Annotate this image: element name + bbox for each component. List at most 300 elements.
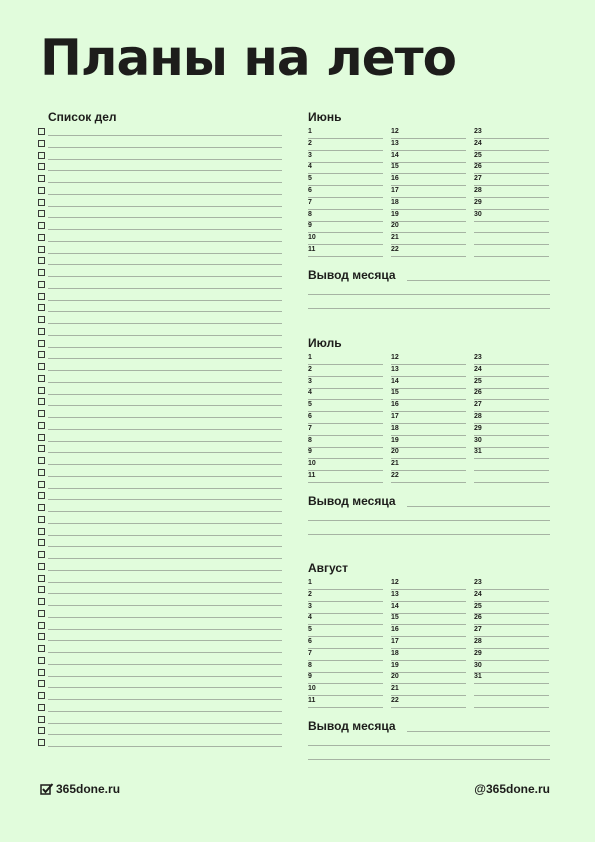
todo-line[interactable]: [48, 417, 282, 418]
todo-item[interactable]: [38, 679, 282, 691]
day-entry[interactable]: [391, 354, 466, 366]
todo-item[interactable]: [38, 515, 282, 527]
day-number: 30: [474, 210, 482, 218]
todo-checkbox[interactable]: [38, 692, 45, 699]
todo-item[interactable]: [38, 703, 282, 715]
todo-line[interactable]: [48, 170, 282, 171]
day-number: 26: [474, 389, 482, 397]
todo-item[interactable]: [38, 503, 282, 515]
todo-item[interactable]: [38, 597, 282, 609]
todo-item[interactable]: [38, 386, 282, 398]
day-line[interactable]: [474, 707, 549, 708]
todo-checkbox[interactable]: [38, 492, 45, 499]
month-summary-line[interactable]: [308, 745, 550, 746]
todo-line[interactable]: [48, 323, 282, 324]
todo-item[interactable]: [38, 468, 282, 480]
day-entry[interactable]: [391, 211, 466, 223]
day-line[interactable]: [474, 482, 549, 483]
todo-item[interactable]: [38, 621, 282, 633]
day-entry[interactable]: [474, 638, 549, 650]
todo-line[interactable]: [48, 253, 282, 254]
todo-checkbox[interactable]: [38, 528, 45, 535]
todo-line[interactable]: [48, 394, 282, 395]
day-entry[interactable]: [391, 246, 466, 258]
day-entry[interactable]: [308, 199, 383, 211]
day-entry[interactable]: [308, 626, 383, 638]
day-entry[interactable]: [308, 673, 383, 685]
todo-checkbox[interactable]: [38, 246, 45, 253]
day-entry[interactable]: [474, 354, 549, 366]
todo-line[interactable]: [48, 535, 282, 536]
day-entry[interactable]: [308, 378, 383, 390]
todo-item[interactable]: [38, 480, 282, 492]
todo-line[interactable]: [48, 546, 282, 547]
day-number: 5: [308, 175, 312, 183]
todo-line[interactable]: [48, 711, 282, 712]
month-summary-line[interactable]: [308, 294, 550, 295]
day-entry[interactable]: [308, 354, 383, 366]
todo-line[interactable]: [48, 558, 282, 559]
day-entry[interactable]: [308, 152, 383, 164]
day-entry[interactable]: [474, 401, 549, 413]
todo-item[interactable]: [38, 668, 282, 680]
todo-item[interactable]: [38, 456, 282, 468]
todo-item[interactable]: [38, 245, 282, 257]
todo-checkbox[interactable]: [38, 669, 45, 676]
day-entry[interactable]: [474, 603, 549, 615]
day-number: 14: [391, 377, 399, 385]
todo-checkbox[interactable]: [38, 598, 45, 605]
todo-checkbox[interactable]: [38, 128, 45, 135]
day-entry-empty[interactable]: [474, 234, 549, 246]
todo-checkbox[interactable]: [38, 234, 45, 241]
todo-checkbox[interactable]: [38, 422, 45, 429]
day-entry-empty[interactable]: [474, 472, 549, 484]
todo-line[interactable]: [48, 441, 282, 442]
todo-line[interactable]: [48, 229, 282, 230]
todo-line[interactable]: [48, 194, 282, 195]
month-summary-line[interactable]: [308, 759, 550, 760]
month-title: Июль: [308, 336, 342, 350]
day-entry[interactable]: [391, 199, 466, 211]
day-entry[interactable]: [474, 579, 549, 591]
day-entry[interactable]: [474, 673, 549, 685]
day-entry[interactable]: [308, 662, 383, 674]
todo-item[interactable]: [38, 374, 282, 386]
todo-checkbox[interactable]: [38, 657, 45, 664]
todo-line[interactable]: [48, 241, 282, 242]
day-entry[interactable]: [308, 579, 383, 591]
todo-line[interactable]: [48, 288, 282, 289]
day-line[interactable]: [308, 707, 383, 708]
todo-item[interactable]: [38, 268, 282, 280]
month-summary-line[interactable]: [308, 520, 550, 521]
day-entry[interactable]: [391, 614, 466, 626]
todo-item[interactable]: [38, 409, 282, 421]
todo-checkbox[interactable]: [38, 551, 45, 558]
day-entry[interactable]: [391, 163, 466, 175]
todo-checkbox[interactable]: [38, 163, 45, 170]
month-summary-line[interactable]: [407, 506, 550, 507]
day-number: 17: [391, 638, 399, 645]
day-entry[interactable]: [391, 437, 466, 449]
todo-line[interactable]: [48, 276, 282, 277]
todo-checkbox[interactable]: [38, 328, 45, 335]
day-entry[interactable]: [474, 211, 549, 223]
day-entry[interactable]: [308, 591, 383, 603]
todo-checkbox[interactable]: [38, 222, 45, 229]
todo-checkbox[interactable]: [38, 304, 45, 311]
day-entry-empty[interactable]: [474, 685, 549, 697]
day-entry[interactable]: [391, 222, 466, 234]
day-entry[interactable]: [391, 401, 466, 413]
todo-line[interactable]: [48, 206, 282, 207]
todo-line[interactable]: [48, 405, 282, 406]
day-entry[interactable]: [474, 175, 549, 187]
day-line[interactable]: [391, 707, 466, 708]
todo-item[interactable]: [38, 632, 282, 644]
todo-checkbox[interactable]: [38, 610, 45, 617]
todo-item[interactable]: [38, 221, 282, 233]
todo-line[interactable]: [48, 358, 282, 359]
day-entry[interactable]: [308, 389, 383, 401]
day-entry[interactable]: [308, 448, 383, 460]
day-entry[interactable]: [308, 697, 383, 709]
day-entry-empty[interactable]: [474, 460, 549, 472]
day-entry[interactable]: [474, 152, 549, 164]
todo-item[interactable]: [38, 292, 282, 304]
todo-checkbox[interactable]: [38, 704, 45, 711]
todo-checkbox[interactable]: [38, 140, 45, 147]
todo-line[interactable]: [48, 499, 282, 500]
day-entry[interactable]: [474, 650, 549, 662]
todo-item[interactable]: [38, 174, 282, 186]
todo-item[interactable]: [38, 609, 282, 621]
todo-item[interactable]: [38, 738, 282, 750]
day-entry[interactable]: [474, 389, 549, 401]
day-entry[interactable]: [391, 234, 466, 246]
day-entry[interactable]: [308, 175, 383, 187]
todo-checkbox[interactable]: [38, 375, 45, 382]
day-entry[interactable]: [391, 413, 466, 425]
todo-item[interactable]: [38, 491, 282, 503]
day-entry[interactable]: [391, 460, 466, 472]
day-entry[interactable]: [308, 366, 383, 378]
todo-item[interactable]: [38, 574, 282, 586]
todo-item[interactable]: [38, 162, 282, 174]
todo-line[interactable]: [48, 464, 282, 465]
month-summary-line[interactable]: [308, 534, 550, 535]
todo-line[interactable]: [48, 159, 282, 160]
day-entry[interactable]: [308, 401, 383, 413]
day-entry[interactable]: [391, 697, 466, 709]
day-line[interactable]: [391, 256, 466, 257]
todo-item[interactable]: [38, 303, 282, 315]
day-entry[interactable]: [308, 211, 383, 223]
todo-line[interactable]: [48, 523, 282, 524]
month-summary-line[interactable]: [308, 308, 550, 309]
day-entry[interactable]: [308, 638, 383, 650]
day-entry[interactable]: [474, 187, 549, 199]
month-summary-line[interactable]: [407, 280, 550, 281]
day-number: 4: [308, 389, 312, 397]
day-number: 11: [308, 472, 316, 479]
todo-item[interactable]: [38, 585, 282, 597]
month-summary-line[interactable]: [407, 731, 550, 732]
todo-checkbox[interactable]: [38, 293, 45, 300]
day-entry[interactable]: [474, 413, 549, 425]
todo-checkbox[interactable]: [38, 680, 45, 687]
day-entry[interactable]: [391, 626, 466, 638]
day-entry[interactable]: [391, 366, 466, 378]
day-entry[interactable]: [391, 685, 466, 697]
todo-item[interactable]: [38, 233, 282, 245]
todo-line[interactable]: [48, 452, 282, 453]
todo-checkbox[interactable]: [38, 281, 45, 288]
todo-item[interactable]: [38, 397, 282, 409]
todo-line[interactable]: [48, 382, 282, 383]
day-entry[interactable]: [308, 163, 383, 175]
day-entry[interactable]: [474, 366, 549, 378]
todo-line[interactable]: [48, 617, 282, 618]
todo-checkbox[interactable]: [38, 586, 45, 593]
day-entry[interactable]: [391, 152, 466, 164]
checkbox-check-icon: [40, 783, 54, 796]
day-entry[interactable]: [391, 638, 466, 650]
todo-checkbox[interactable]: [38, 187, 45, 194]
todo-line[interactable]: [48, 135, 282, 136]
day-entry-empty[interactable]: [474, 697, 549, 709]
todo-line[interactable]: [48, 476, 282, 477]
day-entry[interactable]: [474, 378, 549, 390]
day-entry[interactable]: [391, 128, 466, 140]
day-entry[interactable]: [308, 128, 383, 140]
day-number: 20: [391, 448, 399, 456]
todo-checkbox[interactable]: [38, 445, 45, 452]
day-entry[interactable]: [474, 591, 549, 603]
day-line[interactable]: [474, 256, 549, 257]
todo-line[interactable]: [48, 652, 282, 653]
day-entry[interactable]: [391, 472, 466, 484]
todo-item[interactable]: [38, 433, 282, 445]
todo-checkbox[interactable]: [38, 175, 45, 182]
todo-line[interactable]: [48, 488, 282, 489]
todo-checkbox[interactable]: [38, 633, 45, 640]
todo-line[interactable]: [48, 370, 282, 371]
day-entry[interactable]: [308, 413, 383, 425]
todo-checkbox[interactable]: [38, 727, 45, 734]
todo-checkbox[interactable]: [38, 575, 45, 582]
todo-checkbox[interactable]: [38, 469, 45, 476]
day-entry[interactable]: [391, 140, 466, 152]
todo-checkbox[interactable]: [38, 481, 45, 488]
day-entry[interactable]: [391, 425, 466, 437]
todo-line[interactable]: [48, 217, 282, 218]
day-entry[interactable]: [474, 614, 549, 626]
todo-checkbox[interactable]: [38, 563, 45, 570]
todo-item[interactable]: [38, 644, 282, 656]
day-number: 16: [391, 175, 399, 183]
todo-line[interactable]: [48, 429, 282, 430]
todo-item[interactable]: [38, 198, 282, 210]
todo-item[interactable]: [38, 139, 282, 151]
day-entry[interactable]: [474, 425, 549, 437]
todo-line[interactable]: [48, 593, 282, 594]
day-number: 19: [391, 436, 399, 444]
day-entry[interactable]: [308, 614, 383, 626]
day-entry[interactable]: [308, 246, 383, 258]
todo-item[interactable]: [38, 527, 282, 539]
day-entry[interactable]: [308, 425, 383, 437]
todo-checkbox[interactable]: [38, 739, 45, 746]
todo-item[interactable]: [38, 538, 282, 550]
day-entry[interactable]: [391, 187, 466, 199]
todo-line[interactable]: [48, 664, 282, 665]
day-entry[interactable]: [391, 603, 466, 615]
day-entry[interactable]: [391, 662, 466, 674]
day-entry[interactable]: [308, 685, 383, 697]
day-entry[interactable]: [391, 378, 466, 390]
day-number: 30: [474, 661, 482, 669]
day-entry[interactable]: [391, 650, 466, 662]
todo-checkbox[interactable]: [38, 457, 45, 464]
todo-item[interactable]: [38, 151, 282, 163]
todo-checkbox[interactable]: [38, 645, 45, 652]
todo-item[interactable]: [38, 562, 282, 574]
day-entry[interactable]: [474, 140, 549, 152]
day-number: 9: [308, 222, 312, 230]
todo-checkbox[interactable]: [38, 363, 45, 370]
todo-checkbox[interactable]: [38, 410, 45, 417]
day-number: 18: [391, 649, 399, 657]
month-summary-label: Вывод месяца: [308, 268, 396, 282]
todo-checkbox[interactable]: [38, 387, 45, 394]
todo-line[interactable]: [48, 300, 282, 301]
todo-checkbox[interactable]: [38, 199, 45, 206]
todo-line[interactable]: [48, 640, 282, 641]
day-entry[interactable]: [308, 472, 383, 484]
todo-line[interactable]: [48, 699, 282, 700]
todo-checkbox[interactable]: [38, 504, 45, 511]
day-entry[interactable]: [474, 662, 549, 674]
todo-checkbox[interactable]: [38, 351, 45, 358]
todo-item[interactable]: [38, 444, 282, 456]
day-line[interactable]: [308, 256, 383, 257]
day-entry-empty[interactable]: [474, 222, 549, 234]
todo-line[interactable]: [48, 605, 282, 606]
todo-checkbox[interactable]: [38, 152, 45, 159]
todo-item[interactable]: [38, 550, 282, 562]
day-entry[interactable]: [308, 437, 383, 449]
todo-line[interactable]: [48, 746, 282, 747]
todo-item[interactable]: [38, 280, 282, 292]
day-entry[interactable]: [308, 140, 383, 152]
todo-line[interactable]: [48, 264, 282, 265]
day-entry[interactable]: [308, 222, 383, 234]
todo-item[interactable]: [38, 186, 282, 198]
day-entry[interactable]: [474, 163, 549, 175]
todo-item[interactable]: [38, 350, 282, 362]
todo-line[interactable]: [48, 687, 282, 688]
day-entry[interactable]: [308, 650, 383, 662]
todo-item[interactable]: [38, 339, 282, 351]
day-line[interactable]: [308, 482, 383, 483]
day-entry[interactable]: [474, 437, 549, 449]
todo-item[interactable]: [38, 691, 282, 703]
todo-line[interactable]: [48, 335, 282, 336]
day-number: 6: [308, 413, 312, 420]
day-entry[interactable]: [391, 591, 466, 603]
day-entry[interactable]: [308, 460, 383, 472]
day-entry[interactable]: [391, 673, 466, 685]
todo-item[interactable]: [38, 127, 282, 139]
todo-item[interactable]: [38, 315, 282, 327]
day-number: 31: [474, 673, 482, 681]
day-entry[interactable]: [308, 187, 383, 199]
todo-line[interactable]: [48, 311, 282, 312]
todo-line[interactable]: [48, 511, 282, 512]
todo-checkbox[interactable]: [38, 398, 45, 405]
day-entry[interactable]: [391, 175, 466, 187]
day-entry[interactable]: [391, 389, 466, 401]
todo-checkbox[interactable]: [38, 340, 45, 347]
todo-checkbox[interactable]: [38, 257, 45, 264]
todo-item[interactable]: [38, 656, 282, 668]
todo-item[interactable]: [38, 726, 282, 738]
todo-line[interactable]: [48, 582, 282, 583]
todo-line[interactable]: [48, 570, 282, 571]
todo-checkbox[interactable]: [38, 539, 45, 546]
todo-checkbox[interactable]: [38, 716, 45, 723]
todo-checkbox[interactable]: [38, 622, 45, 629]
page-title: Планы на лето: [40, 29, 456, 87]
todo-line[interactable]: [48, 676, 282, 677]
todo-line[interactable]: [48, 723, 282, 724]
day-number: 15: [391, 614, 399, 622]
day-entry[interactable]: [308, 234, 383, 246]
day-entry-empty[interactable]: [474, 246, 549, 258]
day-entry[interactable]: [308, 603, 383, 615]
todo-item[interactable]: [38, 256, 282, 268]
todo-item[interactable]: [38, 362, 282, 374]
todo-checkbox[interactable]: [38, 516, 45, 523]
todo-line[interactable]: [48, 182, 282, 183]
todo-line[interactable]: [48, 629, 282, 630]
day-entry[interactable]: [474, 626, 549, 638]
todo-line[interactable]: [48, 347, 282, 348]
todo-item[interactable]: [38, 715, 282, 727]
todo-checkbox[interactable]: [38, 269, 45, 276]
todo-checkbox[interactable]: [38, 316, 45, 323]
todo-line[interactable]: [48, 147, 282, 148]
todo-item[interactable]: [38, 327, 282, 339]
day-number: 17: [391, 187, 399, 194]
day-entry[interactable]: [474, 128, 549, 140]
month-title: Август: [308, 561, 348, 575]
todo-checkbox[interactable]: [38, 434, 45, 441]
day-entry[interactable]: [391, 448, 466, 460]
todo-checkbox[interactable]: [38, 210, 45, 217]
day-number: 2: [308, 365, 312, 373]
day-line[interactable]: [391, 482, 466, 483]
day-entry[interactable]: [474, 199, 549, 211]
todo-item[interactable]: [38, 209, 282, 221]
footer-handle[interactable]: @365done.ru: [474, 782, 550, 796]
day-entry[interactable]: [474, 448, 549, 460]
day-entry[interactable]: [391, 579, 466, 591]
todo-line[interactable]: [48, 734, 282, 735]
todo-item[interactable]: [38, 421, 282, 433]
